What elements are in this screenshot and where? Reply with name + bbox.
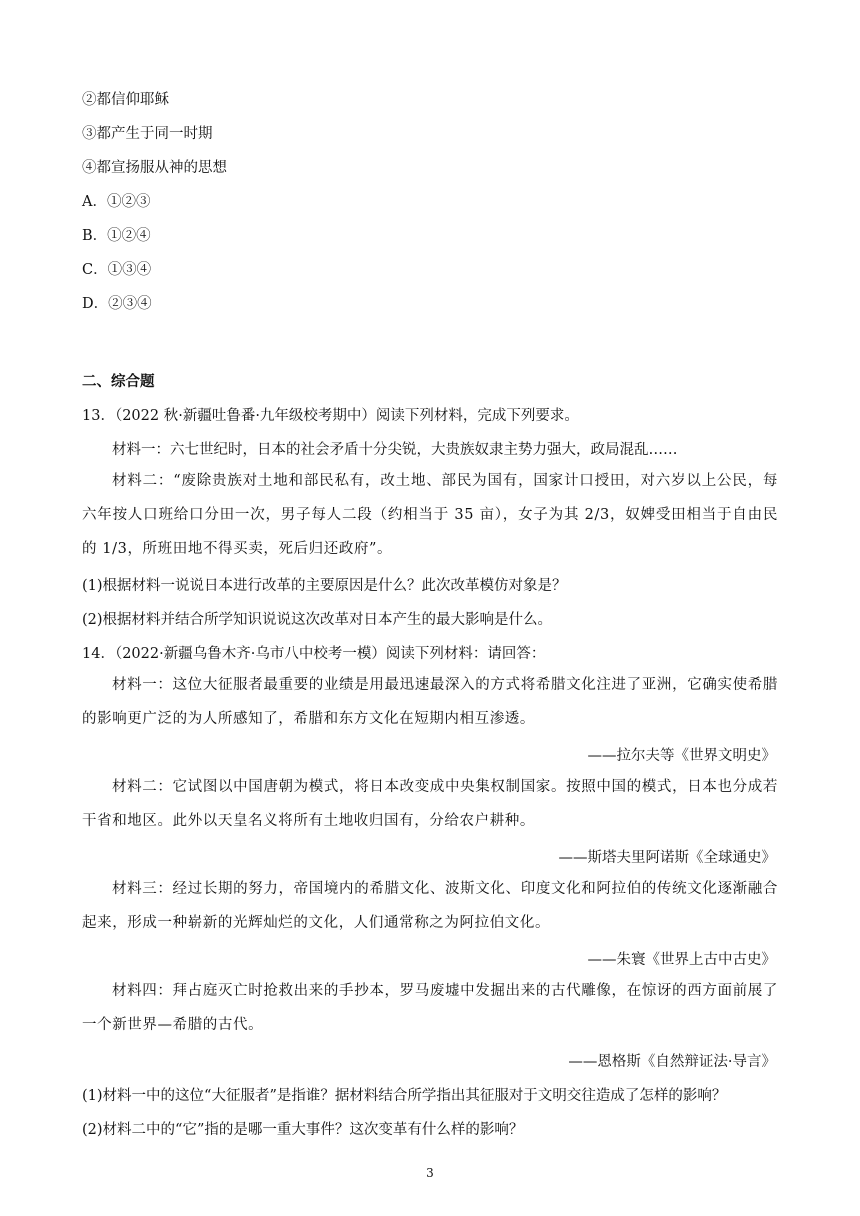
q13-subquestion-1: (1)根据材料一说说日本进行改革的主要原因是什么？此次改革模仿对象是？ <box>82 578 567 594</box>
option-item-4: ④都宣扬服从神的思想 <box>82 160 227 176</box>
q14-source-3: ——朱寰《世界上古中古史》 <box>587 952 776 968</box>
q13-material-1: 材料一：六七世纪时，日本的社会矛盾十分尖锐，大贵族奴隶主势力强大，政局混乱…… <box>112 442 678 458</box>
q14-stem: 14．（2022·新疆乌鲁木齐·乌市八中校考一模）阅读下列材料：请回答： <box>82 646 546 662</box>
q14-source-1: ——拉尔夫等《世界文明史》 <box>587 748 776 764</box>
option-item-2: ②都信仰耶稣 <box>82 92 169 108</box>
section-title: 二、综合题 <box>82 374 155 390</box>
choice-a: A．①②③ <box>82 194 151 210</box>
option-item-3: ③都产生于同一时期 <box>82 126 213 142</box>
q14-subquestion-2: (2)材料二中的“它”指的是哪一重大事件？这次变革有什么样的影响？ <box>82 1122 524 1138</box>
q14-material-1: 材料一：这位大征服者最重要的业绩是用最迅速最深入的方式将希腊文化注进了亚洲，它确实使希腊的影响更广泛的为人所感知了，希腊和东方文化在短期内相互渗透。 <box>82 677 778 727</box>
choice-c: C．①③④ <box>82 262 152 278</box>
page-number: 3 <box>426 1166 434 1180</box>
q13-material-2: 材料二：“废除贵族对土地和部民私有，改土地、部民为国有，国家计口授田，对六岁以上公民，每六年按人口班给口分田一次，男子每人二段（约相当于 35 亩），女子为其 2/3，奴婢受田相当于自由民的 1/3，所班田地不得买卖，死后归还政府”。 <box>82 473 778 557</box>
q14-subquestion-1: (1)材料一中的这位“大征服者”是指谁？据材料结合所学指出其征服对于文明交往造成了怎样的影响？ <box>82 1088 727 1104</box>
q14-material-3: 材料三：经过长期的努力，帝国境内的希腊文化、波斯文化、印度文化和阿拉伯的传统文化逐渐融合起来，形成一种崭新的光辉灿烂的文化，人们通常称之为阿拉伯文化。 <box>82 881 778 931</box>
q14-source-2: ——斯塔夫里阿诺斯《全球通史》 <box>558 850 776 866</box>
q14-material-2: 材料二：它试图以中国唐朝为模式，将日本改变成中央集权制国家。按照中国的模式，日本也分成若干省和地区。此外以天皇名义将所有土地收归国有，分给农户耕种。 <box>82 779 778 829</box>
q14-source-4: ——恩格斯《自然辩证法·导言》 <box>568 1054 776 1070</box>
q14-material-4: 材料四：拜占庭灭亡时抢救出来的手抄本，罗马废墟中发掘出来的古代雕像，在惊讶的西方面前展了一个新世界—希腊的古代。 <box>82 983 778 1033</box>
choice-d: D．②③④ <box>82 296 152 312</box>
q13-subquestion-2: (2)根据材料并结合所学知识说说这次改革对日本产生的最大影响是什么。 <box>82 612 553 628</box>
choice-b: B．①②④ <box>82 228 151 244</box>
q13-stem: 13．（2022 秋·新疆吐鲁番·九年级校考期中）阅读下列材料，完成下列要求。 <box>82 408 579 424</box>
